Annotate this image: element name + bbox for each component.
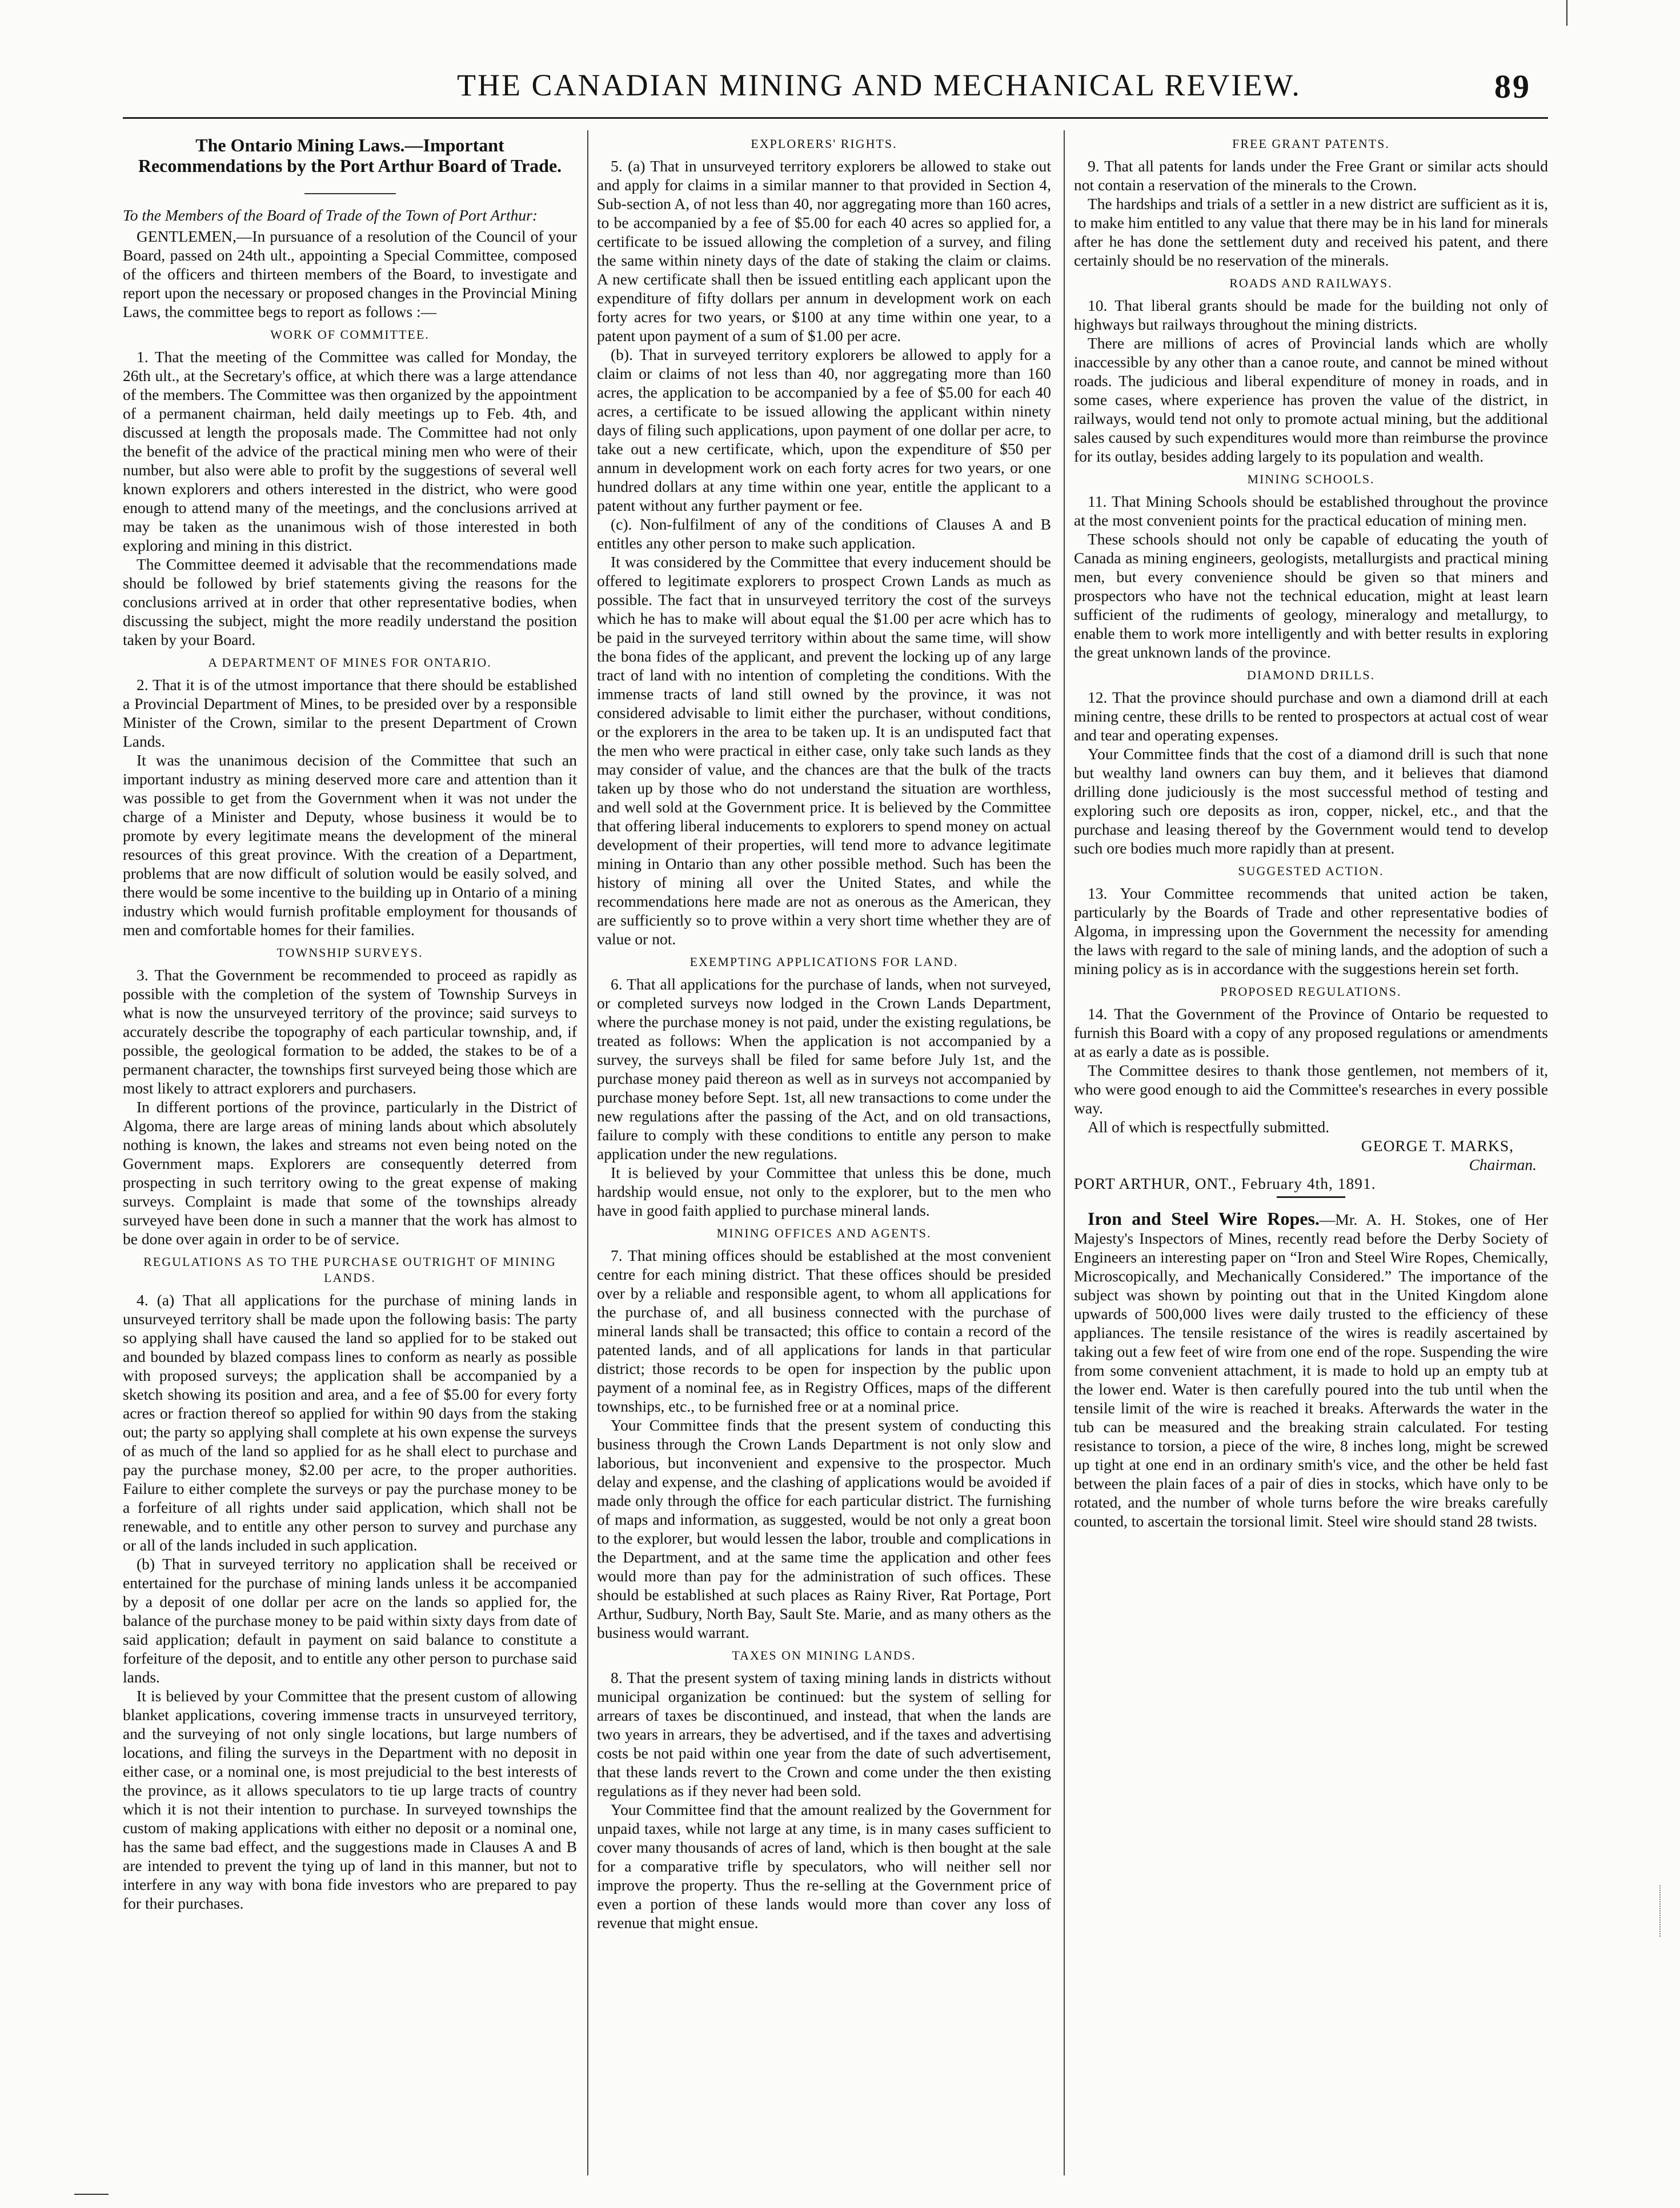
paragraph: All of which is respectfully submitted. <box>1088 1118 1330 1136</box>
paragraph: 6. That all applications for the purchase of lands, when not surveyed, or completed surveys now lodged in the Crown Lands Department, where the purchase money is not paid, under the existing regulations, be treated as follows: When the application is not accompanied by a survey, the surveys shall be filed for same before July 1st, and the purchase money paid thereon as well as in surveys not accompanied by purchase money before Sept. 1st, all new transactions to come under the new regulations after the passing of the Act, and on old transactions, failure to comply with these conditions to entitle any person to make application under the new regulations. <box>597 975 1051 1163</box>
paragraph: (b) That in surveyed territory no application shall be received or entertained for the purchase of mining lands unless it be accompanied by a deposit of one dollar per acre on the lands so applied for, the balance of the purchase money to be paid within sixty days from date of said application; default in payment on said balance to constitute a forfeiture of the deposit, and to entitle any other person to purchase said lands. <box>123 1555 577 1686</box>
edge-tick <box>1566 0 1567 26</box>
salutation-paragraph: GENTLEMEN,—In pursuance of a resolution of the Council of your Board, passed on 24th ult., appointing a Special Committee, composed of the officers and thirteen members of the Board, to investigate and report upon the necessary or proposed changes in the Provincial Mining Laws, the committee begs to report as follows :— <box>123 227 577 320</box>
header-rule <box>123 117 1548 119</box>
section-heading: REGULATIONS AS TO THE PURCHASE OUTRIGHT OF MINING LANDS. <box>143 1255 556 1285</box>
section-heading: MINING SCHOOLS. <box>1247 472 1375 486</box>
dateline: PORT ARTHUR, ONT., February 4th, 1891. <box>1074 1175 1376 1192</box>
paragraph: 12. That the province should purchase and own a diamond drill at each mining centre, these drills to be rented to prospectors at actual cost of wear and tear and operating expenses. <box>1074 688 1548 744</box>
article-title: The Ontario Mining Laws.—Important Recommendations by the Port Arthur Board of Trade. <box>138 135 562 176</box>
section-heading: TOWNSHIP SURVEYS. <box>276 945 423 960</box>
paragraph: The hardships and trials of a settler in a new district are sufficient as it is, to make him entitled to any value that there may be in his land for minerals after he has done the settlement duty and received his patent, and there certainly should be no reservation of the minerals. <box>1074 195 1548 269</box>
paragraph: There are millions of acres of Provincial lands which are wholly inaccessible by any other than a canoe route, and cannot be mined without roads. The judicious and liberal expenditure of money in roads, and in some cases, where experience has proven the value of the district, in railways, would tend not only to promote actual mining, but the additional sales caused by such expenditures would more than reimburse the province for its outlay, besides adding largely to its population and wealth. <box>1074 334 1548 465</box>
paragraph: (b). That in surveyed territory explorers be allowed to apply for a claim or claims of not less than 40, nor aggregating more than 160 acres, the application to be accompanied by a fee of $5.00 for each 40 acres, a certificate to be issued allowing the applicant within ninety days of filing such applications, upon payment of one dollar per acre, to take out a new certificate, which, upon the expenditure of $50 per annum in development work on each forty acres for two years, or one hundred dollars at any time within one year, entitle the applicant to a patent without any further payment or fee. <box>597 346 1051 514</box>
paragraph: Your Committee find that the amount realized by the Government for unpaid taxes, while not large at any time, is in many cases sufficient to cover many thousands of acres of land, which is then bought at the sale for a comparative trifle by speculators, who will neither sell nor improve the property. Thus the re-selling at the Government price of even a portion of these lands would more than cover any loss of revenue that might ensue. <box>597 1801 1051 1932</box>
paragraph: Your Committee finds that the cost of a diamond drill is such that none but wealthy land owners can buy them, and it believes that diamond drilling done judiciously is the most successful method of testing and exploring such ore deposits as iron, copper, nickel, etc., and that the purchase and leasing thereof by the Government would tend to develop such ore bodies much more rapidly than at present. <box>1074 745 1548 857</box>
running-header <box>457 67 1531 103</box>
footer-rule <box>74 2194 109 2195</box>
section-heading: FREE GRANT PATENTS. <box>1232 137 1390 151</box>
paragraph: 1. That the meeting of the Committee was called for Monday, the 26th ult., at the Secretary's office, at which there was a large attendance of the members. The Committee was then organized by the appointment of a permanent chairman, held daily meetings up to Feb. 4th, and discussed at length the proposals made. The Committee had not only the benefit of the advice of the practical mining men who were of their number, but also were able to profit by the suggestions of several well known explorers and others interested in the district, who were good enough to attend many of the meetings, and the conclusions arrived at may be taken as the unanimous wish of those interested in both exploring and mining in this district. <box>123 348 577 554</box>
edge-mark <box>1659 1885 1663 1937</box>
paragraph: These schools should not only be capable of educating the youth of Canada as mining engineers, geologists, metallurgists and practical mining men, but every convenience should be given so that miners and prospectors who have not the technical education, might at least learn sufficient of the rudiments of geology, mineralogy and metallurgy, to enable them to work more intelligently and with better results in exploring the great unknown lands of the province. <box>1074 530 1548 661</box>
section-ornament <box>1277 1196 1345 1198</box>
section-heading: DIAMOND DRILLS. <box>1246 668 1376 682</box>
paragraph: 11. That Mining Schools should be established throughout the province at the most convenient points for the practical education of mining men. <box>1074 492 1548 529</box>
paragraph: 4. (a) That all applications for the purchase of mining lands in unsurveyed territory shall be made upon the following basis: The party so applying shall have caused the land so applied for to be staked out and bounded by blazed compass lines to conform as nearly as possible with proposed surveys; the application shall be accompanied by a sketch showing its position and area, and a fee of $5.00 for every forty acres or fraction thereof so applied for within 90 days from the staking out; the party so applying shall complete at his own expense the surveys of as much of the land so applied for as he shall elect to purchase and pay the purchase money, $2.00 per acre, to the proper authorities. Failure to either complete the surveys or pay the purchase money to be a forfeiture of all rights under said application, which shall not be renewable, and to entitle any other person to survey and purchase any or all of the lands included in such application. <box>123 1291 577 1554</box>
paragraph: 7. That mining offices should be established at the most convenient centre for each mining district. That these offices should be presided over by a reliable and responsible agent, to whom all applications for the purchase of, and all business connected with the purchase of mineral lands shall be transacted; this office to contain a record of the patented lands, and of all applications for lands in that particular district; those records to be open for inspection by the public upon payment of a nominal fee, as in Registry Offices, maps of the different townships, etc., to be furnished free or at a nominal price. <box>597 1247 1051 1415</box>
paragraph: 9. That all patents for lands under the Free Grant or similar acts should not contain a reservation of the minerals to the Crown. <box>1074 157 1548 194</box>
section-heading: EXEMPTING APPLICATIONS FOR LAND. <box>689 955 959 969</box>
paragraph: In different portions of the province, particularly in the District of Algoma, there are large areas of mining lands about which absolutely nothing is known, the lakes and streams not even being noted on the Government maps. Explorers are consequently deterred from prospecting in such territory owing to the great expense of making surveys. Complaint is made that some of the townships already surveyed have been done in such a manner that the work has almost to be done over again in order to be of service. <box>123 1098 577 1248</box>
title-rule <box>304 193 396 194</box>
section-heading: TAXES ON MINING LANDS. <box>732 1648 916 1662</box>
page-number: 89 <box>1494 68 1531 105</box>
signature-name: GEORGE T. MARKS, <box>1361 1137 1514 1155</box>
section-heading: A DEPARTMENT OF MINES FOR ONTARIO. <box>208 655 492 670</box>
section-heading: WORK OF COMMITTEE. <box>270 327 430 342</box>
paragraph: It was considered by the Committee that every inducement should be offered to legitimate explorers to prospect Crown Lands as much as possible. The fact that in unsurveyed territory the cost of the surveys which he has to make will about equal the $1.00 per acre which has to be paid in the surveyed territory within about the same time, will show the bona fides of the applicant, and prevent the locking up of any large tract of land with no intention of completing the conditions. With the immense tracts of land still owned by the province, it was not considered advisable to limit either the purchaser, without conditions, or the explorers in the area to be taken up. It is an undisputed fact that the men who were practical in either case, only take such lands as they may consider of value, and the chances are that the bulk of the tracts taken up by those who do not understand the situation are worthless, and well sold at the Government price. It is believed by the Committee that offering liberal inducements to explorers to spend money on actual development of their properties, will tend more to advance legitimate mining in Ontario than any other possible method. Such has been the history of mining all over the United States, and while the recommendations here made are not as onerous as the American, they are sufficiently so to prove within a very short time whether they are of value or not. <box>597 553 1051 948</box>
paragraph: 3. That the Government be recommended to proceed as rapidly as possible with the completion of the system of Township Surveys in what is now the unsurveyed territory of the province; said surveys to accurately describe the topography of each particular township, and, if possible, the geological formation to be added, the stakes to be of a permanent character, the townships first surveyed being those which are most likely to attract explorers and purchasers. <box>123 966 577 1097</box>
paragraph: 10. That liberal grants should be made for the building not only of highways but railways throughout the mining districts. <box>1074 296 1548 333</box>
paragraph: It was the unanimous decision of the Committee that such an important industry as mining deserved more care and attention than it was possible to get from the Government when it was not under the charge of a Minister and Deputy, whose business it would be to promote by every legitimate means the development of the mineral resources of this great province. With the creation of a Department, problems that are now difficult of solution would be easily solved, and there would be some incentive to the building up in Ontario of a mining industry which would furnish profitable employment for thousands of men and comfortable homes for their families. <box>123 751 577 939</box>
paragraph: 14. That the Government of the Province of Ontario be requested to furnish this Board with a copy of any proposed regulations or amendments at as early a date as is possible. <box>1074 1005 1548 1060</box>
column-divider-2 <box>1064 130 1065 2175</box>
paragraph: The Committee deemed it advisable that the recommendations made should be followed by brief statements giving the reasons for the conclusions arrived at in order that other representative bodies, when discussing the subject, might the more readily understand the position taken by your Board. <box>123 555 577 648</box>
second-article-paragraph <box>1074 1209 1548 1530</box>
paragraph: It is believed by your Committee that unless this be done, much hardship would ensue, not only to the explorer, but to the men who have in good faith applied to purchase mineral lands. <box>597 1164 1051 1219</box>
paragraph: 8. That the present system of taxing mining lands in districts without municipal organization be continued: but the system of selling for arrears of taxes be discontinued, and instead, that when the lands are two years in arrears, they be advertised, and if the taxes and advertising costs be not paid within one year from the date of such advertisement, that these lands revert to the Crown and come under the then existing regulations as if they never had been sold. <box>597 1669 1051 1800</box>
paragraph: 2. That it is of the utmost importance that there should be established a Provincial Department of Mines, to be presided over by a responsible Minister of the Crown, similar to the present Department of Crown Lands. <box>123 676 577 750</box>
running-title: THE CANADIAN MINING AND MECHANICAL REVIEW. <box>457 68 1301 102</box>
paragraph: 5. (a) That in unsurveyed territory explorers be allowed to stake out and apply for claims in a similar manner to that provided in Section 4, Sub-section A, of not less than 40, nor aggregating more than 160 acres, to be accompanied by a fee of $5.00 for each 40 acres so applied for, a certificate to be issued allowing the completion of a survey, and filing the same within ninety days of the date of staking the claim or claims. A new certificate shall then be issued entitling each applicant upon the expenditure of fifty dollars per annum in development work on each forty acres for two years, or $100 at any time within one year, to a patent upon payment of a sum of $1.00 per acre. <box>597 157 1051 344</box>
column-3 <box>1074 130 1548 2170</box>
paragraph: It is believed by your Committee that the present custom of allowing blanket applications, covering immense tracts in unsurveyed territory, and the surveying of not only single locations, but large numbers of locations, and filing the surveys in the Department with no deposit in either case, or a nominal one, is most prejudicial to the best interests of the province, as it allows speculators to tie up large tracts of country which it is not their intention to purchase. In surveyed townships the custom of making applications with either no deposit or a nominal one, has the same bad effect, and the suggestions made in Clauses A and B are intended to prevent the tying up of land in this manner, but not to interfere in any way with bona fide investors who are prepared to pay for their purchases. <box>123 1687 577 1912</box>
section-heading: SUGGESTED ACTION. <box>1238 864 1384 878</box>
second-article-body: —Mr. A. H. Stokes, one of Her Majesty's Inspectors of Mines, recently read before the Derby Society of Engineers an interesting paper on “Iron and Steel Wire Ropes, Chemically, Microscopically, and Mechanically Considered.” The importance of the subject was shown by pointing out that in the United Kingdom alone upwards of 500,000 lives were daily trusted to the efficiency of these appliances. The tensile resistance of the wires is readily ascertained by taking out a few feet of wire from one end of the rope. Suspending the wire from some convenient attachment, it is made to hold up an empty tub at the lower end. Water is then carefully poured into the tub until when the tensile limit of the wire is reached it breaks. Afterwards the water in the tub can be measured and the breaking strain calculated. For testing resistance to torsion, a piece of the wire, 8 inches long, might be screwed up tight at one end in an ordinary smith's vice, and the other be held fast between the plain faces of a pair of dies in stocks, which have only to be rotated, and the number of whole turns before the wire breaks carefully counted, to ascertain the torsional limit. Steel wire should stand 28 twists. <box>1074 1211 1548 1530</box>
paragraph: The Committee desires to thank those gentlemen, not members of it, who were good enough to aid the Committee's researches in every possible way. <box>1074 1061 1548 1117</box>
section-heading: MINING OFFICES AND AGENTS. <box>716 1226 932 1240</box>
paragraph: Your Committee finds that the present system of conducting this business through the Crown Lands Department is not only slow and laborious, but inconvenient and expensive to the prospector. Much delay and expense, and the clashing of applications would be avoided if made only through the office for each particular district. The furnishing of maps and information, as suggested, would be not only a great boon to the explorer, but would lessen the labor, trouble and complications in the Department, and at the same time the application and other fees would more than pay for the administration of such offices. These should be established at such places as Rainy River, Rat Portage, Port Arthur, Sudbury, North Bay, Sault Ste. Marie, and as many others as the business would warrant. <box>597 1416 1051 1641</box>
section-heading: PROPOSED REGULATIONS. <box>1220 984 1402 999</box>
paragraph: 13. Your Committee recommends that united action be taken, particularly by the Boards of Trade and other representative bodies of Algoma, in impressing upon the Government the necessity for amending the laws with regard to the sale of mining lands, and the adoption of such a mining policy as is in accordance with the suggestions herein set forth. <box>1074 884 1548 977</box>
paragraph: (c). Non-fulfilment of any of the conditions of Clauses A and B entitles any other person to make such application. <box>597 515 1051 552</box>
second-article-title: Iron and Steel Wire Ropes. <box>1088 1208 1320 1229</box>
signature-title: Chairman. <box>1469 1156 1537 1173</box>
column-divider-1 <box>587 130 588 2175</box>
column-1 <box>123 130 577 2170</box>
section-heading: ROADS AND RAILWAYS. <box>1229 276 1393 290</box>
section-heading: EXPLORERS' RIGHTS. <box>751 137 897 151</box>
column-2 <box>597 130 1051 2170</box>
address-line: To the Members of the Board of Trade of the Town of Port Arthur: <box>123 206 538 224</box>
